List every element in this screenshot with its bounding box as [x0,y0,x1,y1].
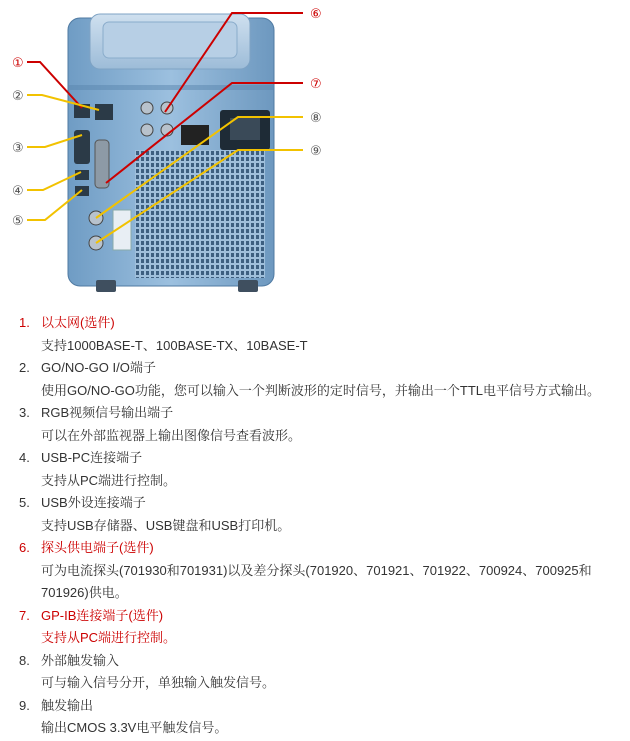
oscilloscope-rear-view [68,14,274,292]
item-title: GP-IB连接端子(选件) [41,607,164,623]
callout-4: ④ [12,184,24,199]
item-description: 可以在外部监视器上输出图像信号查看波形。 [41,427,302,443]
terminal-item [0,492,630,537]
terminal-item [0,357,630,402]
terminal-item [0,537,630,605]
item-title: 触发输出 [41,697,94,713]
item-number: 4. [19,450,30,465]
callout-8: ⑧ [310,111,322,126]
item-description: 输出CMOS 3.3V电平触发信号。 [41,720,228,735]
item-title: GO/NO-GO I/O端子 [41,360,156,375]
callout-5: ⑤ [12,214,24,229]
item-description: 支持USB存储器、USB键盘和USB打印机。 [41,517,291,533]
item-description: 支持1000BASE-T、100BASE-TX、10BASE-T [41,337,308,353]
item-number: 8. [19,652,30,668]
callout-9: ⑨ [310,144,322,159]
item-title: 探头供电端子(选件) [41,540,154,555]
item-number: 6. [19,540,30,555]
item-description: 支持从PC端进行控制。 [41,472,177,488]
item-number: 9. [19,697,30,713]
rear-panel-diagram [0,0,630,305]
terminal-item [0,695,630,740]
terminal-item [0,605,630,650]
callout-1: ① [12,56,24,71]
item-title: 外部触发输入 [41,652,120,668]
item-title: 以太网(选件) [41,315,115,330]
item-number: 3. [19,405,30,420]
terminal-item [0,447,630,492]
item-description: 可与输入信号分开，单独输入触发信号。 [41,675,276,690]
item-number: 7. [19,607,30,623]
callout-2: ② [12,89,24,104]
callout-7: ⑦ [310,77,322,92]
item-number: 5. [19,495,30,510]
item-title: USB-PC连接端子 [41,450,143,465]
item-number: 2. [19,360,30,375]
terminal-item [0,650,630,695]
item-title: USB外设连接端子 [41,495,146,510]
terminal-list [0,312,630,740]
callout-6: ⑥ [310,7,322,22]
terminal-item [0,312,630,357]
item-description: 支持从PC端进行控制。 [41,630,177,645]
item-title: RGB视频信号输出端子 [41,405,174,420]
item-number: 1. [19,315,30,330]
item-description: 使用GO/NO-GO功能，您可以输入一个判断波形的定时信号，并输出一个TTL电平信号方式输出。 [41,382,601,398]
terminal-item [0,402,630,447]
callout-3: ③ [12,141,24,156]
item-description: 可为电流探头(701930和701931)以及差分探头(701920、701921、701922、700924、700925和701926)供电。 [41,562,592,600]
